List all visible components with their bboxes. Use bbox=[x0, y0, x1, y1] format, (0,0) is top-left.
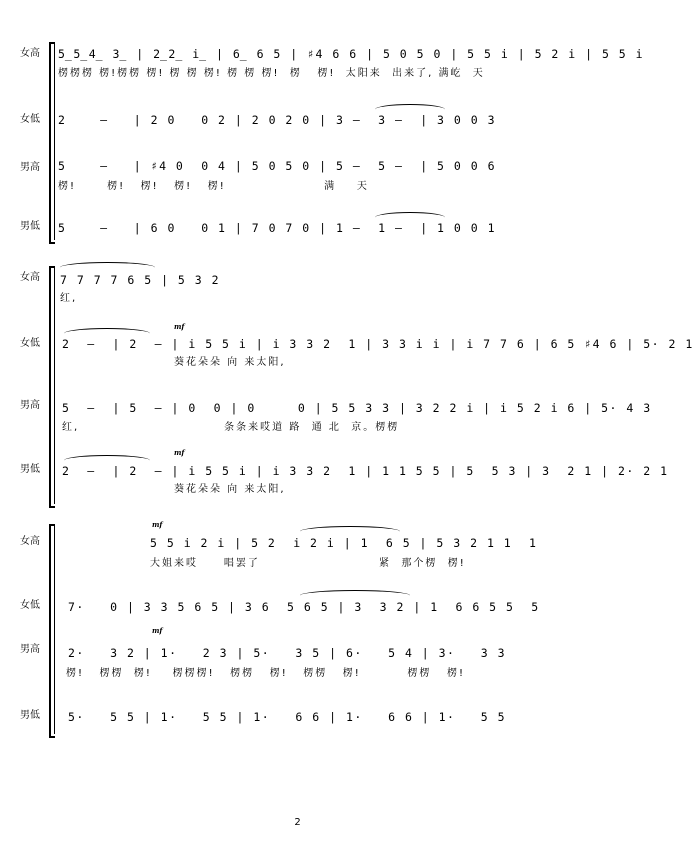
system-barline bbox=[54, 266, 55, 504]
dynamic-mark: mf bbox=[152, 520, 163, 529]
part-label: 女高 bbox=[20, 48, 40, 59]
lyrics-line: 葵花朵朵 向 来太阳, bbox=[174, 357, 286, 368]
dynamic-mark: mf bbox=[152, 626, 163, 635]
slur bbox=[64, 328, 150, 339]
part-label: 男低 bbox=[20, 221, 40, 232]
part-label: 女高 bbox=[20, 272, 40, 283]
part-label: 女低 bbox=[20, 600, 40, 611]
notes-line: 2 — | 2 — | i 5 5 i | i 3 3 2 1 | 1 1 5 5 | 5 5 3 | 3 2 1 | 2· 2 1 bbox=[62, 464, 669, 478]
part-label: 男低 bbox=[20, 464, 40, 475]
slur bbox=[375, 104, 445, 115]
part-label: 女高 bbox=[20, 536, 40, 547]
lyrics-line: 葵花朵朵 向 来太阳, bbox=[174, 484, 286, 495]
lyrics-line: 楞! 楞! 楞! 楞! 楞! 满 天 bbox=[58, 181, 369, 192]
part-label: 男高 bbox=[20, 400, 40, 411]
slur bbox=[64, 455, 150, 466]
dynamic-mark: mf bbox=[174, 448, 185, 457]
lyrics-line: 红, bbox=[60, 293, 78, 304]
notes-line: 5 — | ♯4 0 0 4 | 5 0 5 0 | 5 — 5 — | 5 0 0 6 bbox=[58, 159, 497, 173]
system-barline bbox=[54, 524, 55, 734]
part-label: 女低 bbox=[20, 338, 40, 349]
dynamic-mark: mf bbox=[174, 322, 185, 331]
notes-line: 5 — | 5 — | 0 0 | 0 0 | 5 5 3 3 | 3 2 2 i | i 5 2 i 6 | 5· 4 3 bbox=[62, 401, 652, 415]
notes-line: 5 5 i 2 i | 5 2 i 2 i | 1 6 5 | 5 3 2 1 1 1 bbox=[150, 536, 538, 550]
notes-line: 7 7 7 7 6 5 | 5 3 2 bbox=[60, 273, 221, 287]
score-system-1 bbox=[0, 38, 645, 248]
part-label: 男低 bbox=[20, 710, 40, 721]
score-system-2 bbox=[0, 262, 694, 512]
part-label: 男高 bbox=[20, 644, 40, 655]
notes-line: 7· 0 | 3 3 5 6 5 | 3 6 5 6 5 | 3 3 2 | 1 6 6 5 5 5 bbox=[68, 600, 540, 614]
notes-line: 2 — | 2 0 0 2 | 2 0 2 0 | 3 — 3 — | 3 0 0 3 bbox=[58, 113, 497, 127]
notes-line: 5 — | 6 0 0 1 | 7 0 7 0 | 1 — 1 — | 1 0 0 1 bbox=[58, 221, 497, 235]
lyrics-line: 楞! 楞楞 楞! 楞楞楞! 楞楞 楞! 楞楞 楞! 楞楞 楞! bbox=[66, 668, 465, 679]
notes-line: 5̲5̲4̲ 3̲ | 2̲2̲ i̲ | 6̲ 6 5 | ♯4 6 6 | 5 0 5 0 | 5 5 i | 5 2 i | 5 5 i bbox=[58, 47, 645, 61]
notes-line: 2· 3 2 | 1· 2 3 | 5· 3 5 | 6· 5 4 | 3· 3 3 bbox=[68, 646, 507, 660]
system-barline bbox=[54, 42, 55, 240]
page-number: 2 bbox=[294, 817, 301, 828]
slur bbox=[300, 590, 410, 601]
slur bbox=[60, 262, 155, 273]
notes-line: 5· 5 5 | 1· 5 5 | 1· 6 6 | 1· 6 6 | 1· 5 5 bbox=[68, 710, 507, 724]
part-label: 女低 bbox=[20, 114, 40, 125]
lyrics-line: 楞楞楞 楞!楞楞 楞! 楞 楞 楞! 楞 楞 楞! 楞 楞! 太阳来 出来了, 满屹 天 bbox=[58, 68, 485, 79]
slur bbox=[300, 526, 400, 537]
slur bbox=[375, 212, 445, 223]
lyrics-line: 红, 条条来哎道 路 通 北 京。楞楞 bbox=[62, 422, 400, 433]
part-label: 男高 bbox=[20, 162, 40, 173]
score-system-3 bbox=[0, 520, 595, 740]
notes-line: 2 — | 2 — | i 5 5 i | i 3 3 2 1 | 3 3 i i | i 7 7 6 | 6 5 ♯4 6 | 5· 2 1 bbox=[62, 337, 694, 351]
lyrics-line: 大姐来哎 唱罢了 紧 那个楞 楞! bbox=[150, 558, 466, 569]
